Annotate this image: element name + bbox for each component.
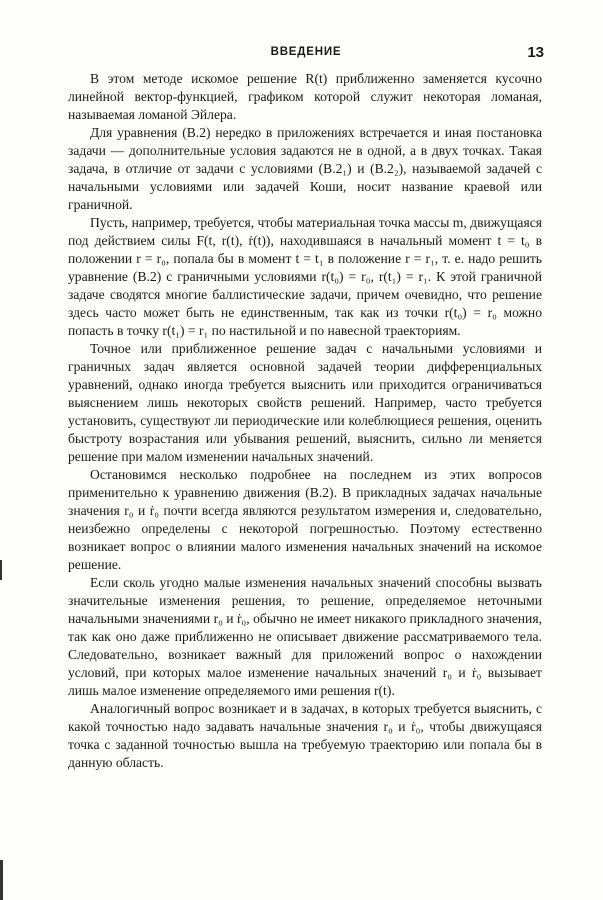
- paragraph: Пусть, например, требуется, чтобы материальная точка массы m, движущаяся под действием силы F(t, r(t), ṙ(t)), находившаяся в начальный момент t = t₀ в положении r = r₀, попала бы в момент t = t₁ в положение r = r₁, т. е. надо решить уравнение (В.2) с граничными условиями r(t₀) = r₀, r(t₁) = r₁. К этой граничной задаче сводятся многие баллистические задачи, причем очевидно, что решение здесь часто может быть не единственным, так как из точки r(t₀) = r₀ можно попасть в точку r(t₁) = r₁ по настильной и по навесной траекториям.: [68, 215, 542, 338]
- page-header: [68, 46, 544, 66]
- paragraph: Если сколь угодно малые изменения начальных значений способны вызвать значительные изменения решения, то решение, определяемое неточными начальными значениями r₀ и ṙ₀, обычно не имеет никакого прикладного значения, так как оно даже приближенно не описывает движение рассматриваемого тела. Следовательно, возникает важный для приложений вопрос о нахождении условий, при которых малое изменение начальных значений r₀ и ṙ₀ вызывает лишь малое изменение определяемого ими решения r(t).: [68, 575, 542, 698]
- paragraph: Для уравнения (В.2) нередко в приложениях встречается и иная постановка задачи — дополнительные условия задаются не в одной, а в двух точках. Такая задача, в отличие от задачи с условиями (В.2₁) и (В.2₂), называемой задачей с начальными условиями или задачей Коши, носит название краевой или граничной.: [68, 125, 542, 212]
- paragraph: Точное или приближенное решение задач с начальными условиями и граничных задач является основной задачей теории дифференциальных уравнений, однако иногда требуется выяснить или приходится ограничиваться выяснением лишь некоторых свойств решений. Например, часто требуется установить, существуют ли периодические или колеблющиеся решения, оценить быстроту возрастания или убывания решений, выяснить, сильно ли меняется решение при малом изменении начальных значений.: [68, 341, 542, 464]
- running-title: ВВЕДЕНИЕ: [270, 46, 342, 58]
- page-number: 13: [527, 44, 544, 61]
- main-text: [68, 70, 542, 772]
- scan-edge-mark: [0, 560, 2, 580]
- paragraph: Остановимся несколько подробнее на последнем из этих вопросов применительно к уравнению движения (В.2). В прикладных задачах начальные значения r₀ и ṙ₀ почти всегда являются результатом измерения и, следовательно, неизбежно определены с некоторой погрешностью. Поэтому естественно возникает вопрос о влиянии малого изменения начальных значений на искомое решение.: [68, 467, 542, 572]
- scan-edge-mark: [0, 860, 3, 900]
- paragraph: Аналогичный вопрос возникает и в задачах, в которых требуется выяснить, с какой точностью надо задавать начальные значения r₀ и ṙ₀, чтобы движущаяся точка с заданной точностью вышла на требуемую траекторию или попала бы в данную область.: [68, 701, 542, 770]
- paragraph: В этом методе искомое решение R(t) приближенно заменяется кусочно линейной вектор-функцией, графиком которой служит некоторая ломаная, называемая ломаной Эйлера.: [68, 71, 542, 122]
